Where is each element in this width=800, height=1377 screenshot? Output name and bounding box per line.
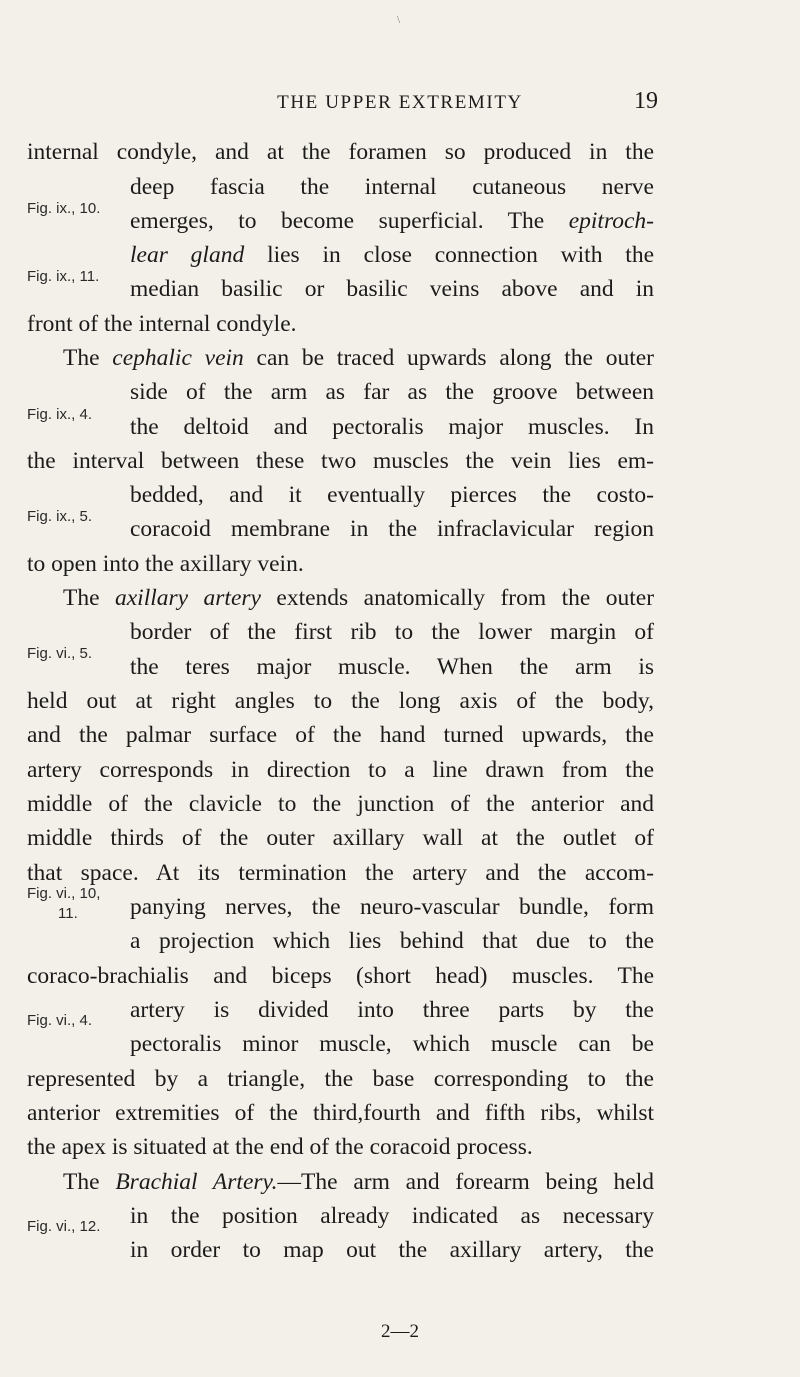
- text-line: represented by a triangle, the base corresponding to the: [27, 1066, 654, 1092]
- figure-reference: Fig. vi., 5.: [27, 645, 93, 662]
- signature-mark: 2—2: [381, 1321, 419, 1342]
- text-line: artery corresponds in direction to a line drawn from the: [27, 757, 654, 783]
- text-line: internal condyle, and at the foramen so produced in the: [27, 139, 654, 165]
- text-run: can be traced upwards along the outer: [256, 345, 655, 371]
- text-line: the interval between these two muscles the vein lies em-: [27, 448, 654, 474]
- text-line: [130, 240, 654, 270]
- text-line: [63, 343, 654, 373]
- text-line: [63, 1167, 654, 1197]
- text-line: that space. At its termination the artery and the accom-: [27, 860, 654, 886]
- text-line: the apex is situated at the end of the coracoid process.: [27, 1134, 533, 1160]
- figure-reference: Fig. ix., 11.: [27, 268, 100, 285]
- page-header: [0, 88, 800, 122]
- running-head: THE UPPER EXTREMITY: [277, 92, 523, 113]
- term-epitrochlear: epitroch-: [568, 208, 654, 234]
- figure-reference: Fig. ix., 10.: [27, 200, 101, 217]
- text-line: coracoid membrane in the infraclavicular region: [130, 516, 654, 542]
- text-line: pectoralis minor muscle, which muscle can be: [130, 1031, 654, 1057]
- text-line: [63, 583, 654, 613]
- text-line: [130, 206, 654, 236]
- text-run: extends anatomically from the outer: [276, 585, 655, 611]
- figure-reference: Fig. vi., 10,: [27, 885, 101, 902]
- figure-reference: Fig. ix., 4.: [27, 406, 93, 423]
- figure-reference: Fig. ix., 5.: [27, 508, 93, 525]
- text-run: lies in close connection with the: [267, 242, 655, 268]
- term-cephalic-vein: cephalic vein: [112, 345, 244, 371]
- text-line: median basilic or basilic veins above and in: [130, 276, 654, 302]
- text-line: the deltoid and pectoralis major muscles. In: [130, 414, 654, 440]
- page-mark: \: [397, 14, 401, 26]
- text-line: front of the internal condyle.: [27, 311, 297, 337]
- figure-reference: 11.: [58, 905, 78, 922]
- text-line: bedded, and it eventually pierces the costo-: [130, 482, 654, 508]
- text-line: to open into the axillary vein.: [27, 551, 304, 577]
- text-line: panying nerves, the neuro-vascular bundle, form: [130, 894, 654, 920]
- page-number: 19: [634, 88, 658, 114]
- text-line: middle of the clavicle to the junction of the anterior and: [27, 791, 654, 817]
- text-run: The: [63, 1169, 100, 1195]
- text-line: anterior extremities of the third,fourth and fifth ribs, whilst: [27, 1100, 654, 1126]
- text-line: in the position already indicated as necessary: [130, 1203, 654, 1229]
- text-line: side of the arm as far as the groove between: [130, 379, 654, 405]
- text-line: coraco-brachialis and biceps (short head) muscles. The: [27, 963, 654, 989]
- text-line: in order to map out the axillary artery, the: [130, 1237, 654, 1263]
- text-line: and the palmar surface of the hand turned upwards, the: [27, 722, 654, 748]
- text-line: middle thirds of the outer axillary wall at the outlet of: [27, 825, 654, 851]
- text-run: emerges, to become superficial. The: [130, 208, 545, 234]
- text-line: held out at right angles to the long axis of the body,: [27, 688, 654, 714]
- term-axillary-artery: axillary artery: [115, 585, 261, 611]
- text-run: The: [63, 345, 100, 371]
- figure-reference: Fig. vi., 4.: [27, 1012, 93, 1029]
- text-line: deep fascia the internal cutaneous nerve: [130, 174, 654, 200]
- text-line: artery is divided into three parts by the: [130, 997, 654, 1023]
- term-epitrochlear-gland: lear gland: [130, 242, 245, 268]
- term-brachial-artery: Brachial Artery.: [115, 1169, 278, 1195]
- text-line: border of the first rib to the lower margin of: [130, 619, 654, 645]
- text-run: —The arm and forearm being held: [277, 1169, 654, 1195]
- text-line: the teres major muscle. When the arm is: [130, 654, 654, 680]
- text-run: The: [63, 585, 100, 611]
- figure-reference: Fig. vi., 12.: [27, 1218, 101, 1235]
- text-line: a projection which lies behind that due to the: [130, 928, 654, 954]
